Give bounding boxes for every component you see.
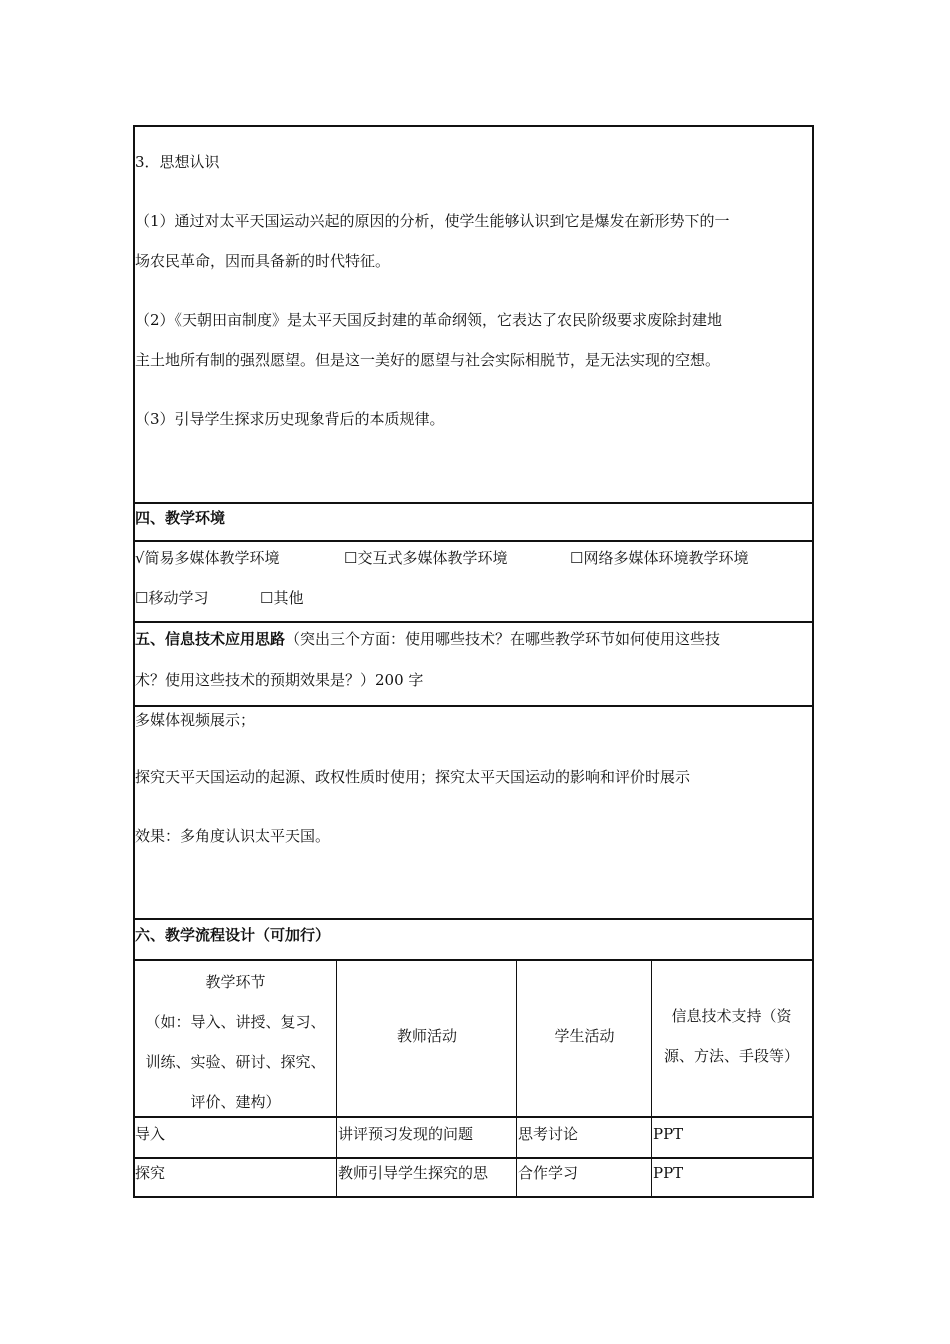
option-interactive-multimedia[interactable]: ☐交互式多媒体教学环境 [344,549,508,567]
header-stage-cell [135,962,336,1122]
section5-header [135,629,720,649]
section5-body-line: 效果：多角度认识太平天国。 [135,827,331,845]
row-student: 合作学习 [518,1164,579,1182]
row-teacher: 教师引导学生探究的思 [338,1164,489,1182]
option-other[interactable]: ☐其他 [260,589,304,607]
header-teacher: 教师活动 [396,1027,457,1045]
header-tech-cell [653,996,810,1076]
section3-heading: 3．思想认识 [135,153,220,171]
row-teacher: 讲评预习发现的问题 [338,1125,474,1143]
divider [133,502,814,504]
column-divider [336,960,337,1197]
paragraph-line: 主土地所有制的强烈愿望。但是这一美好的愿望与社会实际相脱节，是无法实现的空想。 [135,351,721,369]
column-divider [516,960,517,1197]
header-stage-line: （如：导入、讲授、复习、 [145,1013,326,1031]
section5-title: 五、信息技术应用思路 [135,630,286,648]
divider [133,705,814,707]
header-tech-line: 信息技术支持（资 [671,1007,792,1025]
header-tech-line: 源、方法、手段等） [663,1047,799,1065]
option-simple-multimedia[interactable]: √简易多媒体教学环境 [135,549,280,567]
row-student: 思考讨论 [518,1125,579,1143]
section5-body-line: 探究天平天国运动的起源、政权性质时使用；探究太平天国运动的影响和评价时展示 [135,768,691,786]
section5-prompt: （突出三个方面：使用哪些技术？在哪些教学环节如何使用这些技 [285,630,721,648]
section4-title: 四、教学环境 [135,509,226,527]
row-tech: PPT [653,1125,684,1143]
option-network-multimedia[interactable]: ☐网络多媒体环境教学环境 [570,549,749,567]
header-stage-line: 训练、实验、研讨、探究、 [145,1053,326,1071]
header-stage-line: 教学环节 [205,973,266,991]
paragraph-line: （3）引导学生探求历史现象背后的本质规律。 [135,410,445,428]
row-tech: PPT [653,1164,684,1182]
section6-title: 六、教学流程设计（可加行） [135,926,331,944]
section5-body-line: 多媒体视频展示； [135,711,256,729]
header-student: 学生活动 [554,1027,615,1045]
paragraph-line: 场农民革命，因而具备新的时代特征。 [135,252,391,270]
option-mobile-learning[interactable]: ☐移动学习 [135,589,209,607]
divider [133,1157,814,1159]
divider [133,540,814,542]
row-stage: 导入 [135,1125,166,1143]
divider [133,959,814,961]
column-divider [651,960,652,1197]
paragraph-line: （1）通过对太平天国运动兴起的原因的分析，使学生能够认识到它是爆发在新形势下的一 [135,212,730,230]
row-stage: 探究 [135,1164,166,1182]
table-bottom-border [133,1196,814,1198]
divider [133,621,814,623]
table-top-border [133,125,814,127]
divider [133,918,814,920]
paragraph-line: （2）《天朝田亩制度》是太平天国反封建的革命纲领，它表达了农民阶级要求废除封建地 [135,311,723,329]
section5-prompt-line: 术？使用这些技术的预期效果是？）200 字 [135,671,424,689]
header-stage-line: 评价、建构） [190,1093,281,1111]
